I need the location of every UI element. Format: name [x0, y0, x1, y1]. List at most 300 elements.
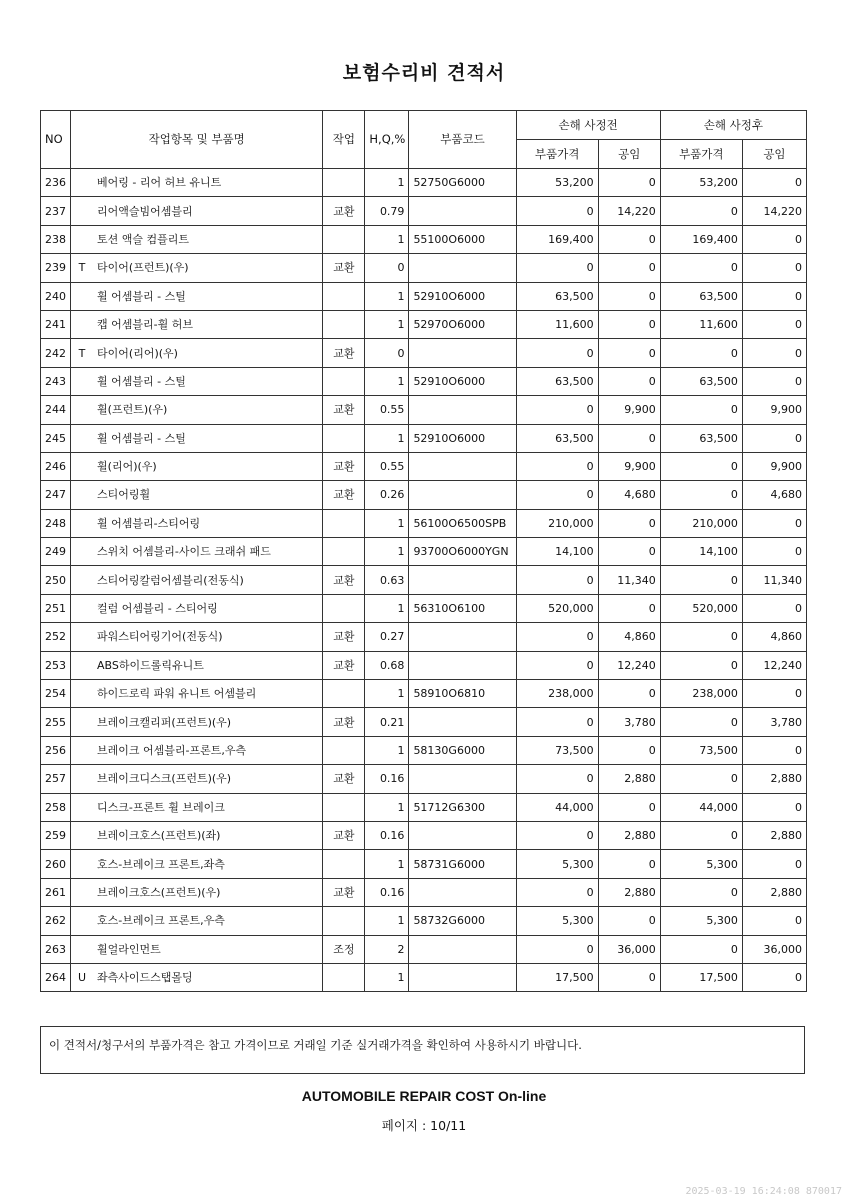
- row-part-price-after: 238,000: [660, 680, 742, 708]
- row-item-name: 하이드로릭 파워 유니트 어셈블리: [97, 687, 257, 701]
- row-hq: 0.79: [365, 197, 409, 225]
- row-part-price-before: 5,300: [516, 907, 598, 935]
- row-item: [71, 765, 323, 793]
- row-code: 58731G6000: [409, 850, 516, 878]
- row-work: [323, 736, 365, 764]
- row-labor-after: 2,880: [742, 821, 806, 849]
- row-part-price-after: 0: [660, 396, 742, 424]
- row-labor-before: 0: [598, 850, 660, 878]
- row-work: 교환: [323, 708, 365, 736]
- row-item: [71, 538, 323, 566]
- row-no: 264: [41, 963, 71, 991]
- row-hq: 0.26: [365, 481, 409, 509]
- row-no: 241: [41, 310, 71, 338]
- row-labor-after: 0: [742, 424, 806, 452]
- row-work: 교환: [323, 878, 365, 906]
- row-item-name: 토션 액슬 컴플리트: [97, 232, 190, 246]
- row-item-name: 브레이크 어셈블리-프론트,우측: [97, 744, 247, 757]
- row-item: [71, 708, 323, 736]
- row-no: 248: [41, 509, 71, 537]
- row-hq: 0.16: [365, 821, 409, 849]
- row-part-price-before: 0: [516, 765, 598, 793]
- row-code: 52910O6000: [409, 424, 516, 452]
- header-work: 작업: [323, 111, 365, 169]
- row-part-price-before: 0: [516, 566, 598, 594]
- row-labor-before: 11,340: [598, 566, 660, 594]
- row-item-name: 타이어(리어)(우): [97, 346, 178, 360]
- row-item: [71, 793, 323, 821]
- row-work: [323, 225, 365, 253]
- table-row: [41, 225, 807, 253]
- row-part-price-after: 17,500: [660, 963, 742, 991]
- row-part-price-before: 63,500: [516, 367, 598, 395]
- row-hq: 0.68: [365, 651, 409, 679]
- row-labor-before: 9,900: [598, 452, 660, 480]
- row-labor-after: 4,860: [742, 623, 806, 651]
- row-no: 247: [41, 481, 71, 509]
- table-row: [41, 197, 807, 225]
- row-hq: 1: [365, 538, 409, 566]
- table-row: [41, 254, 807, 282]
- row-code: [409, 566, 516, 594]
- row-labor-before: 0: [598, 509, 660, 537]
- row-hq: 1: [365, 509, 409, 537]
- row-labor-after: 0: [742, 793, 806, 821]
- row-work: [323, 282, 365, 310]
- row-part-price-before: 0: [516, 935, 598, 963]
- row-part-price-before: 520,000: [516, 594, 598, 622]
- row-code: [409, 878, 516, 906]
- table-row: [41, 367, 807, 395]
- row-labor-after: 0: [742, 282, 806, 310]
- header-code: 부품코드: [409, 111, 516, 169]
- row-item-name: 스티어링휠: [97, 488, 151, 502]
- row-labor-before: 0: [598, 907, 660, 935]
- row-code: 52910O6000: [409, 367, 516, 395]
- row-item-name: 스티어링칼럼어셈블리(전동식): [97, 573, 244, 587]
- row-labor-after: 0: [742, 169, 806, 197]
- row-code: [409, 963, 516, 991]
- row-no: 263: [41, 935, 71, 963]
- print-timestamp: 2025-03-19 16:24:08 870017: [685, 1186, 842, 1197]
- row-item: [71, 339, 323, 367]
- row-code: 56310O6100: [409, 594, 516, 622]
- row-part-price-before: 73,500: [516, 736, 598, 764]
- price-notice: 이 견적서/청구서의 부품가격은 참고 가격이므로 거래일 기준 실거래가격을 확인하여 사용하시기 바랍니다.: [40, 1026, 805, 1074]
- row-part-price-after: 5,300: [660, 907, 742, 935]
- row-part-price-after: 0: [660, 254, 742, 282]
- row-labor-before: 0: [598, 225, 660, 253]
- row-part-price-after: 63,500: [660, 282, 742, 310]
- row-hq: 1: [365, 793, 409, 821]
- row-item: [71, 623, 323, 651]
- row-labor-before: 2,880: [598, 765, 660, 793]
- row-item: [71, 452, 323, 480]
- row-labor-after: 36,000: [742, 935, 806, 963]
- document-title: 보험수리비 견적서: [342, 62, 506, 84]
- row-part-price-before: 11,600: [516, 310, 598, 338]
- row-work: [323, 963, 365, 991]
- row-part-price-after: 0: [660, 339, 742, 367]
- row-item-name: 스위치 어셈블리-사이드 크래쉬 패드: [97, 545, 271, 559]
- row-hq: 1: [365, 282, 409, 310]
- row-hq: 1: [365, 963, 409, 991]
- row-item: [71, 935, 323, 963]
- table-row: [41, 396, 807, 424]
- row-labor-before: 0: [598, 310, 660, 338]
- row-code: [409, 339, 516, 367]
- row-no: 238: [41, 225, 71, 253]
- row-labor-after: 0: [742, 594, 806, 622]
- row-hq: 0.16: [365, 878, 409, 906]
- row-hq: 1: [365, 424, 409, 452]
- row-labor-before: 14,220: [598, 197, 660, 225]
- row-hq: 0.21: [365, 708, 409, 736]
- row-part-price-before: 63,500: [516, 282, 598, 310]
- row-part-price-before: 5,300: [516, 850, 598, 878]
- row-code: 56100O6500SPB: [409, 509, 516, 537]
- row-hq: 1: [365, 850, 409, 878]
- row-item: [71, 878, 323, 906]
- table-row: [41, 452, 807, 480]
- row-labor-after: 0: [742, 680, 806, 708]
- row-labor-after: 4,680: [742, 481, 806, 509]
- row-code: [409, 481, 516, 509]
- row-item-name: 브레이크호스(프런트)(우): [97, 885, 221, 899]
- row-labor-after: 0: [742, 509, 806, 537]
- row-code: 93700O6000YGN: [409, 538, 516, 566]
- row-code: 52910O6000: [409, 282, 516, 310]
- row-code: [409, 651, 516, 679]
- row-hq: 1: [365, 169, 409, 197]
- row-item-name: 휠 어셈블리 - 스틸: [97, 374, 186, 388]
- row-item-name: 휠 어셈블리 - 스틸: [97, 289, 186, 303]
- row-part-price-before: 0: [516, 254, 598, 282]
- row-labor-after: 0: [742, 225, 806, 253]
- row-item: [71, 509, 323, 537]
- row-part-price-after: 5,300: [660, 850, 742, 878]
- row-part-price-before: 0: [516, 197, 598, 225]
- row-item-name: 베어링 - 리어 허브 유니트: [97, 176, 222, 190]
- row-work: 교환: [323, 623, 365, 651]
- row-labor-before: 0: [598, 736, 660, 764]
- header-labor-after: 공임: [742, 140, 806, 169]
- row-item: [71, 821, 323, 849]
- row-hq: 0.55: [365, 452, 409, 480]
- table-row: [41, 821, 807, 849]
- table-row: [41, 339, 807, 367]
- row-labor-before: 0: [598, 282, 660, 310]
- row-item: [71, 963, 323, 991]
- row-labor-after: 0: [742, 963, 806, 991]
- row-part-price-before: 17,500: [516, 963, 598, 991]
- row-labor-before: 2,880: [598, 878, 660, 906]
- table-row: [41, 310, 807, 338]
- row-labor-before: 4,680: [598, 481, 660, 509]
- row-no: 259: [41, 821, 71, 849]
- row-part-price-before: 210,000: [516, 509, 598, 537]
- row-item-name: 브레이크호스(프런트)(좌): [97, 829, 221, 843]
- row-labor-after: 2,880: [742, 878, 806, 906]
- row-part-price-before: 0: [516, 651, 598, 679]
- page-number: 페이지 : 10/11: [381, 1118, 467, 1133]
- row-work: 교환: [323, 481, 365, 509]
- row-work: 교환: [323, 396, 365, 424]
- table-row: [41, 169, 807, 197]
- row-hq: 0: [365, 339, 409, 367]
- row-code: [409, 708, 516, 736]
- row-labor-before: 0: [598, 793, 660, 821]
- header-hq: H,Q,%: [365, 111, 409, 169]
- row-labor-before: 36,000: [598, 935, 660, 963]
- table-row: [41, 765, 807, 793]
- row-labor-after: 3,780: [742, 708, 806, 736]
- row-part-price-after: 44,000: [660, 793, 742, 821]
- row-work: [323, 367, 365, 395]
- row-part-price-before: 0: [516, 623, 598, 651]
- row-labor-before: 12,240: [598, 651, 660, 679]
- row-no: 240: [41, 282, 71, 310]
- row-code: [409, 254, 516, 282]
- row-part-price-before: 14,100: [516, 538, 598, 566]
- row-item-name: 리어액슬빔어셈블리: [97, 204, 193, 218]
- row-work: [323, 680, 365, 708]
- row-part-price-after: 0: [660, 452, 742, 480]
- row-work: 교환: [323, 339, 365, 367]
- row-item: [71, 736, 323, 764]
- header-part-price-before: 부품가격: [516, 140, 598, 169]
- row-item-name: 휠얼라인먼트: [97, 942, 161, 956]
- row-item-name: 타이어(프런트)(우): [97, 261, 189, 275]
- row-part-price-after: 14,100: [660, 538, 742, 566]
- row-item-name: 브레이크디스크(프런트)(우): [97, 772, 232, 786]
- row-no: 251: [41, 594, 71, 622]
- row-part-price-before: 0: [516, 708, 598, 736]
- row-no: 258: [41, 793, 71, 821]
- estimate-table: [40, 110, 807, 992]
- table-row: [41, 878, 807, 906]
- row-no: 236: [41, 169, 71, 197]
- row-no: 256: [41, 736, 71, 764]
- row-labor-after: 0: [742, 538, 806, 566]
- table-row: [41, 935, 807, 963]
- row-part-price-after: 0: [660, 651, 742, 679]
- table-row: [41, 538, 807, 566]
- row-labor-after: 0: [742, 310, 806, 338]
- row-no: 260: [41, 850, 71, 878]
- row-work: 교환: [323, 452, 365, 480]
- row-labor-before: 4,860: [598, 623, 660, 651]
- row-code: 58130G6000: [409, 736, 516, 764]
- row-code: [409, 765, 516, 793]
- row-item: [71, 367, 323, 395]
- row-work: 교환: [323, 765, 365, 793]
- row-code: [409, 935, 516, 963]
- row-labor-after: 0: [742, 339, 806, 367]
- row-work: 교환: [323, 254, 365, 282]
- row-labor-before: 0: [598, 538, 660, 566]
- row-work: 교환: [323, 566, 365, 594]
- row-part-price-after: 0: [660, 878, 742, 906]
- row-no: 243: [41, 367, 71, 395]
- row-part-price-after: 0: [660, 197, 742, 225]
- table-row: [41, 566, 807, 594]
- row-part-price-after: 0: [660, 708, 742, 736]
- row-labor-after: 0: [742, 907, 806, 935]
- row-labor-before: 0: [598, 339, 660, 367]
- row-hq: 1: [365, 594, 409, 622]
- row-part-price-before: 0: [516, 396, 598, 424]
- row-flag: T: [78, 346, 86, 360]
- table-body: [41, 169, 807, 992]
- row-item-name: 휠(프런트)(우): [97, 403, 168, 417]
- row-item: [71, 254, 323, 282]
- row-hq: 1: [365, 680, 409, 708]
- row-item: [71, 850, 323, 878]
- row-hq: 1: [365, 225, 409, 253]
- row-part-price-after: 169,400: [660, 225, 742, 253]
- row-labor-before: 0: [598, 680, 660, 708]
- row-part-price-before: 0: [516, 878, 598, 906]
- row-hq: 1: [365, 310, 409, 338]
- row-work: [323, 538, 365, 566]
- table-row: [41, 424, 807, 452]
- row-flag: T: [78, 261, 86, 275]
- row-labor-before: 9,900: [598, 396, 660, 424]
- row-labor-before: 3,780: [598, 708, 660, 736]
- row-code: [409, 623, 516, 651]
- table-row: [41, 850, 807, 878]
- row-labor-before: 0: [598, 594, 660, 622]
- row-labor-after: 11,340: [742, 566, 806, 594]
- row-no: 242: [41, 339, 71, 367]
- row-work: 교환: [323, 197, 365, 225]
- row-work: [323, 310, 365, 338]
- row-item: [71, 424, 323, 452]
- row-hq: 0.63: [365, 566, 409, 594]
- row-no: 261: [41, 878, 71, 906]
- table-row: [41, 282, 807, 310]
- row-item: [71, 396, 323, 424]
- row-no: 246: [41, 452, 71, 480]
- row-no: 249: [41, 538, 71, 566]
- table-row: [41, 907, 807, 935]
- row-no: 252: [41, 623, 71, 651]
- row-item: [71, 282, 323, 310]
- row-no: 253: [41, 651, 71, 679]
- row-code: [409, 197, 516, 225]
- row-item-name: 호스-브레이크 프론트,우측: [97, 914, 225, 928]
- row-code: 52750G6000: [409, 169, 516, 197]
- row-labor-before: 0: [598, 367, 660, 395]
- row-part-price-after: 0: [660, 821, 742, 849]
- row-code: 58732G6000: [409, 907, 516, 935]
- row-no: 250: [41, 566, 71, 594]
- row-work: [323, 509, 365, 537]
- row-labor-before: 2,880: [598, 821, 660, 849]
- row-item-name: 컬럼 어셈블리 - 스티어링: [97, 602, 218, 616]
- row-part-price-before: 63,500: [516, 424, 598, 452]
- row-part-price-before: 0: [516, 452, 598, 480]
- row-no: 262: [41, 907, 71, 935]
- row-work: [323, 907, 365, 935]
- row-no: 254: [41, 680, 71, 708]
- row-part-price-before: 53,200: [516, 169, 598, 197]
- row-no: 255: [41, 708, 71, 736]
- table-header: [41, 111, 807, 169]
- row-code: 52970O6000: [409, 310, 516, 338]
- table-row: [41, 736, 807, 764]
- row-part-price-before: 238,000: [516, 680, 598, 708]
- row-code: [409, 821, 516, 849]
- row-labor-after: 0: [742, 850, 806, 878]
- row-hq: 0.16: [365, 765, 409, 793]
- row-part-price-after: 63,500: [660, 424, 742, 452]
- row-part-price-after: 11,600: [660, 310, 742, 338]
- row-labor-before: 0: [598, 254, 660, 282]
- row-no: 239: [41, 254, 71, 282]
- row-part-price-after: 53,200: [660, 169, 742, 197]
- row-hq: 0.55: [365, 396, 409, 424]
- row-work: [323, 169, 365, 197]
- table-row: [41, 963, 807, 991]
- row-part-price-after: 0: [660, 623, 742, 651]
- table-row: [41, 793, 807, 821]
- row-item: [71, 651, 323, 679]
- row-item-name: 디스크-프론트 휠 브레이크: [97, 800, 225, 814]
- row-labor-after: 0: [742, 367, 806, 395]
- row-labor-after: 2,880: [742, 765, 806, 793]
- row-part-price-before: 0: [516, 821, 598, 849]
- row-work: [323, 594, 365, 622]
- row-hq: 1: [365, 907, 409, 935]
- row-item: [71, 566, 323, 594]
- row-item: [71, 907, 323, 935]
- row-item: [71, 197, 323, 225]
- row-labor-before: 0: [598, 169, 660, 197]
- row-item: [71, 481, 323, 509]
- row-item-name: 휠(리어)(우): [97, 460, 157, 474]
- row-work: [323, 424, 365, 452]
- row-work: 조정: [323, 935, 365, 963]
- row-item-name: 휠 어셈블리 - 스틸: [97, 431, 186, 445]
- row-labor-after: 0: [742, 254, 806, 282]
- row-item-name: 호스-브레이크 프론트,좌측: [97, 857, 225, 871]
- row-item-name: 브레이크캘리퍼(프런트)(우): [97, 715, 232, 729]
- table-row: [41, 594, 807, 622]
- row-part-price-after: 0: [660, 935, 742, 963]
- row-labor-after: 0: [742, 736, 806, 764]
- row-labor-before: 0: [598, 963, 660, 991]
- row-no: 245: [41, 424, 71, 452]
- row-part-price-before: 0: [516, 481, 598, 509]
- row-item: [71, 680, 323, 708]
- row-hq: 1: [365, 367, 409, 395]
- row-code: 55100O6000: [409, 225, 516, 253]
- row-item: [71, 169, 323, 197]
- row-labor-after: 14,220: [742, 197, 806, 225]
- header-after: 손해 사정후: [660, 111, 806, 140]
- header-labor-before: 공임: [598, 140, 660, 169]
- row-hq: 0.27: [365, 623, 409, 651]
- row-code: [409, 396, 516, 424]
- brand-footer: AUTOMOBILE REPAIR COST On-line: [301, 1088, 547, 1104]
- row-hq: 0: [365, 254, 409, 282]
- row-part-price-before: 169,400: [516, 225, 598, 253]
- row-hq: 2: [365, 935, 409, 963]
- table-row: [41, 708, 807, 736]
- row-no: 257: [41, 765, 71, 793]
